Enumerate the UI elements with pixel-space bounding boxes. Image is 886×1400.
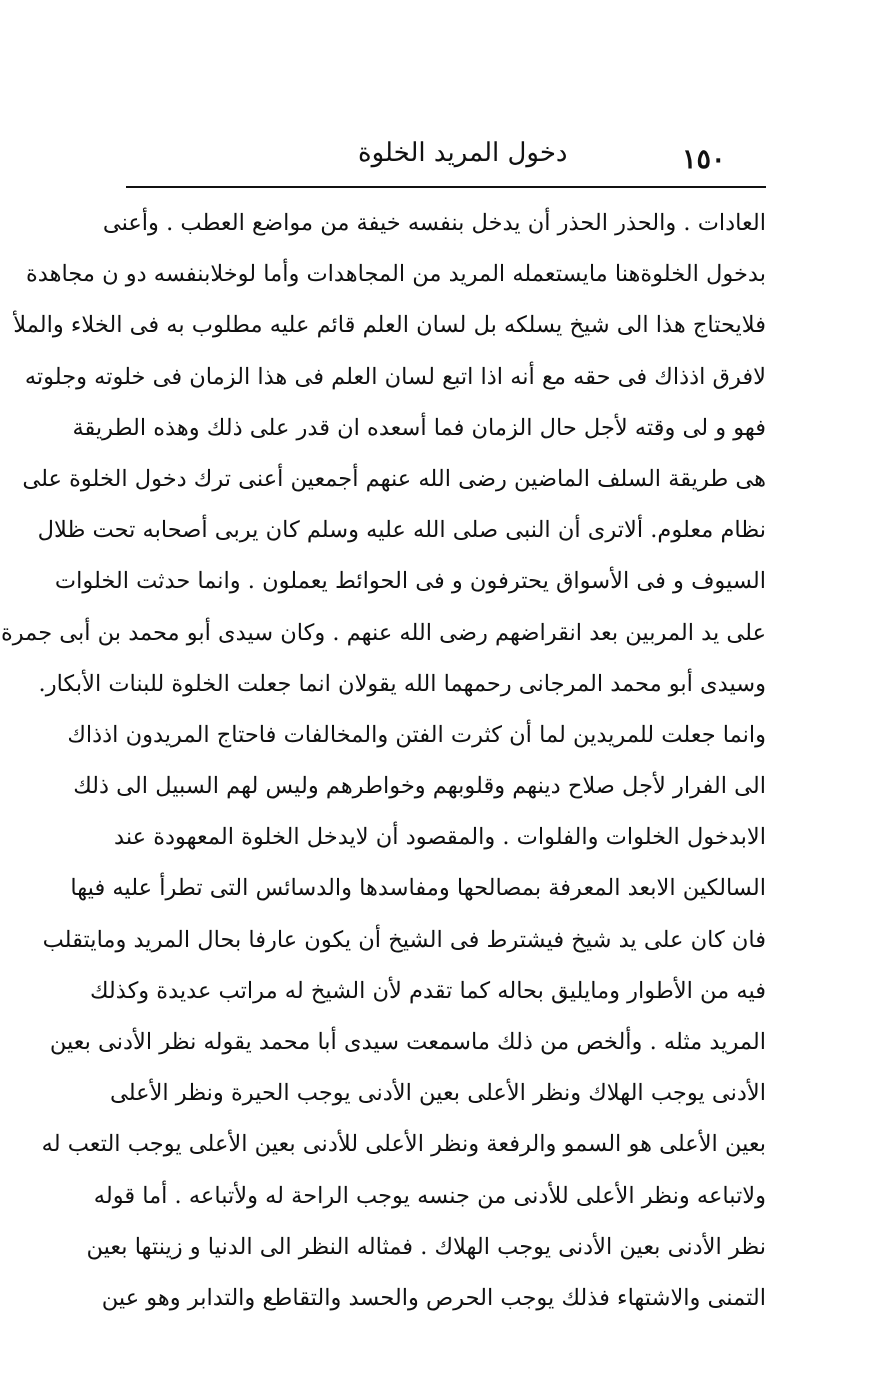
text-line: السالكين الابعد المعرفة بمصالحها ومفاسدها والدسائس التى تطرأ عليه فيها (70, 875, 766, 902)
text-line: المريد مثله . وألخص من ذلك ماسمعت سيدى أبا محمد يقوله نظر الأدنى بعين (49, 1029, 766, 1055)
text-line: الى الفرار لأجل صلاح دينهم وقلوبهم وخواطرهم وليس لهم السبيل الى ذلك (73, 773, 766, 800)
text-line: ولاتباعه ونظر الأعلى للأدنى من جنسه يوجب الراحة له ولأتباعه . أما قوله (93, 1182, 766, 1209)
text-line: على يد المربين بعد انقراضهم رضى الله عنهم . وكان سيدى أبو محمد بن أبى جمرة (0, 619, 766, 646)
text-line: هى طريقة السلف الماضين رضى الله عنهم أجمعين أعنى ترك دخول الخلوة على (22, 465, 766, 492)
text-line: الأدنى يوجب الهلاك ونظر الأعلى بعين الأدنى يوجب الحيرة ونظر الأعلى (109, 1080, 766, 1107)
text-line: نظام معلوم. ألاترى أن النبى صلى الله عليه وسلم كان يربى أصحابه تحت ظلال (37, 517, 766, 544)
text-line: فيه من الأطوار ومايليق بحاله كما تقدم لأن الشيخ له مراتب عديدة وكذلك (89, 977, 766, 1004)
text-line: السيوف و فى الأسواق يحترفون و فى الحوائط يعملون . وانما حدثت الخلوات (54, 568, 766, 595)
body-text (0, 198, 766, 1324)
running-title: دخول المريد الخلوة (358, 138, 568, 168)
text-line: وسيدى أبو محمد المرجانى رحمهما الله يقولان انما جعلت الخلوة للبنات الأبكار. (38, 670, 766, 697)
text-line: التمنى والاشتهاء فذلك يوجب الحرص والحسد والتقاطع والتدابر وهو عين (101, 1284, 766, 1311)
text-line: العادات . والحذر الحذر أن يدخل بنفسه خيفة من مواضع العطب . وأعنى (102, 210, 766, 236)
text-line: الابدخول الخلوات والفلوات . والمقصود أن لايدخل الخلوة المعهودة عند (114, 824, 766, 851)
text-line: بعين الأعلى هو السمو والرفعة ونظر الأعلى للأدنى بعين الأعلى يوجب التعب له (41, 1131, 766, 1158)
text-line: فلايحتاج هذا الى شيخ يسلكه بل لسان العلم قائم عليه مطلوب به فى الخلاء والملأ (13, 312, 766, 339)
text-line: فهو و لى وقته لأجل حال الزمان فما أسعده ان قدر على ذلك وهذه الطريقة (72, 414, 766, 441)
text-line: لافرق اذذاك فى حقه مع أنه اذا اتبع لسان العلم فى هذا الزمان فى خلوته وجلوته (24, 363, 766, 390)
text-line: نظر الأدنى بعين الأدنى يوجب الهلاك . فمثاله النظر الى الدنيا و زينتها بعين (86, 1233, 766, 1260)
text-line: فان كان على يد شيخ فيشترط فى الشيخ أن يكون عارفا بحال المريد ومايتقلب (42, 926, 766, 953)
header-rule (126, 186, 766, 188)
page-number: ١٥٠ (682, 144, 726, 175)
page-header (126, 138, 766, 188)
text-line: بدخول الخلوةهنا مايستعمله المريد من المجاهدات وأما لوخلابنفسه دو ن مجاهدة (26, 261, 766, 288)
text-line: وانما جعلت للمريدين لما أن كثرت الفتن والمخالفات فاحتاج المريدون اذذاك (67, 721, 766, 748)
